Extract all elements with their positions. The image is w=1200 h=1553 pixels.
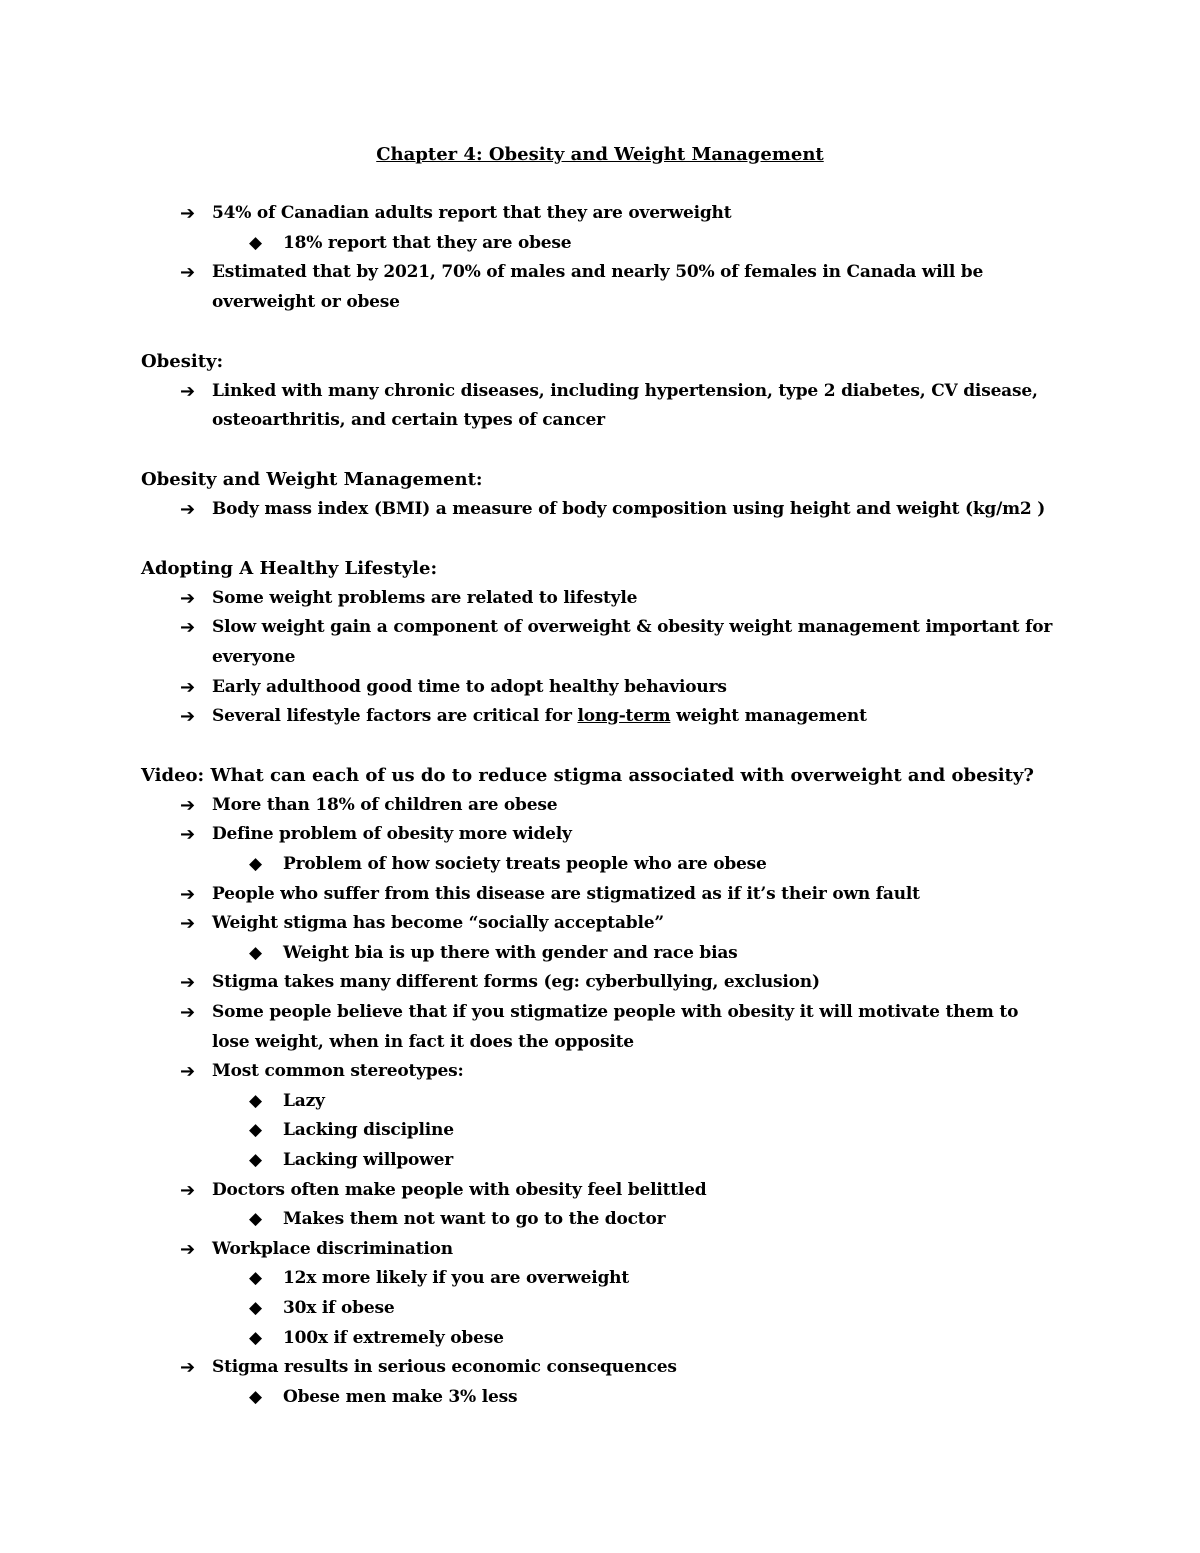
list-item [141, 673, 1061, 703]
sub-list-item [141, 1205, 1061, 1235]
list-item [141, 1353, 1061, 1383]
list-item [141, 820, 1061, 850]
arrow-bullet-icon: ➔ [180, 262, 195, 284]
document-body [141, 199, 1061, 1412]
arrow-bullet-icon: ➔ [180, 617, 195, 639]
list-item-text: 54% of Canadian adults report that they are overweight [212, 203, 732, 223]
video-list [141, 791, 1061, 1412]
list-item [141, 613, 1061, 672]
list-item [141, 1235, 1061, 1265]
list-item [141, 584, 1061, 614]
diamond-bullet-icon: ◆ [249, 854, 262, 875]
list-item-text-part: Several lifestyle factors are critical for [212, 706, 578, 727]
list-item-text: Lacking discipline [283, 1120, 454, 1141]
list-item [141, 909, 1061, 939]
list-item-text: Some weight problems are related to lifestyle [212, 587, 638, 608]
sub-list-item [141, 1116, 1061, 1146]
list-item [141, 998, 1061, 1057]
list-item-text: Estimated that by 2021, 70% of males and nearly 50% of females in Canada will be overweight or obese [212, 262, 984, 312]
diamond-bullet-icon: ◆ [249, 232, 262, 253]
diamond-bullet-icon: ◆ [249, 1209, 262, 1230]
section-heading-video: Video: What can each of us do to reduce stigma associated with overweight and obesity? [141, 765, 1034, 787]
section-spacer [141, 317, 1061, 347]
list-item [141, 791, 1061, 821]
arrow-bullet-icon: ➔ [180, 706, 195, 728]
list-item-text: Weight bia is up there with gender and race bias [283, 942, 738, 963]
list-item-text: Define problem of obesity more widely [212, 824, 572, 845]
list-item-text [212, 706, 867, 726]
arrow-bullet-icon: ➔ [180, 676, 195, 698]
list-item-text: People who suffer from this disease are stigmatized as if it’s their own fault [212, 883, 920, 904]
list-item-text: Some people believe that if you stigmatize people with obesity it will motivate them to lose weight, when in fact it does the opposite [212, 1002, 1019, 1052]
list-item [141, 1057, 1061, 1087]
list-item-text: Body mass index (BMI) a measure of body composition using height and weight (kg/m2 ) [212, 498, 1046, 519]
list-item [141, 258, 1061, 317]
list-item-text: 100x if extremely obese [283, 1327, 504, 1348]
diamond-bullet-icon: ◆ [249, 1297, 262, 1318]
list-item [141, 968, 1061, 998]
arrow-bullet-icon: ➔ [180, 794, 195, 816]
list-item-text: Linked with many chronic diseases, including hypertension, type 2 diabetes, CV disease, osteoarthritis, and certain types of cancer [212, 380, 1038, 431]
sub-list-item [141, 1264, 1061, 1294]
sub-list-item [141, 229, 1061, 259]
section-spacer [141, 525, 1061, 555]
diamond-bullet-icon: ◆ [249, 1150, 262, 1170]
sub-list-item [141, 1146, 1061, 1176]
list-item-text: Slow weight gain a component of overweight & obesity weight management important for everyone [212, 617, 1053, 667]
list-item-text-part: weight management [670, 706, 867, 727]
sub-list-item [141, 1324, 1061, 1354]
list-item-text: Makes them not want to go to the doctor [283, 1209, 666, 1230]
list-item-text: More than 18% of children are obese [212, 794, 558, 815]
list-item [141, 199, 1061, 229]
arrow-bullet-icon: ➔ [180, 203, 195, 224]
arrow-bullet-icon: ➔ [180, 1061, 195, 1083]
diamond-bullet-icon: ◆ [249, 1090, 262, 1111]
list-item-text: Most common stereotypes: [212, 1061, 464, 1082]
sub-list-item [141, 1383, 1061, 1413]
sub-list-item [141, 1294, 1061, 1324]
diamond-bullet-icon: ◆ [249, 1268, 262, 1289]
list-item-text: Weight stigma has become “socially acceptable” [212, 913, 664, 934]
list-item [141, 880, 1061, 910]
arrow-bullet-icon: ➔ [180, 1238, 195, 1260]
diamond-bullet-icon: ◆ [249, 942, 262, 963]
diamond-bullet-icon: ◆ [249, 1120, 262, 1141]
arrow-bullet-icon: ➔ [180, 1002, 195, 1024]
section-heading-lifestyle: Adopting A Healthy Lifestyle: [141, 558, 438, 580]
section-spacer [141, 732, 1061, 762]
list-item [141, 495, 1061, 525]
arrow-bullet-icon: ➔ [180, 1179, 195, 1201]
sub-list-item [141, 850, 1061, 880]
arrow-bullet-icon: ➔ [180, 824, 195, 846]
arrow-bullet-icon: ➔ [180, 883, 195, 905]
list-item-text: 18% report that they are obese [283, 232, 572, 253]
arrow-bullet-icon: ➔ [180, 587, 195, 609]
arrow-bullet-icon: ➔ [180, 972, 195, 994]
weight-management-list [141, 495, 1061, 525]
list-item-text: Lacking willpower [283, 1150, 453, 1170]
section-spacer [141, 436, 1061, 466]
intro-list [141, 199, 1061, 317]
underlined-term: long-term [577, 706, 671, 727]
arrow-bullet-icon: ➔ [180, 1357, 195, 1379]
list-item [141, 377, 1061, 436]
list-item-text: Doctors often make people with obesity feel belittled [212, 1179, 707, 1200]
list-item-text: Early adulthood good time to adopt healthy behaviours [212, 676, 727, 697]
list-item [141, 702, 1061, 732]
list-item-text: Obese men make 3% less [283, 1386, 518, 1407]
list-item-text: Workplace discrimination [212, 1238, 453, 1259]
arrow-bullet-icon: ➔ [180, 498, 195, 520]
list-item-text: Problem of how society treats people who are obese [283, 854, 767, 875]
obesity-list [141, 377, 1061, 436]
diamond-bullet-icon: ◆ [249, 1386, 262, 1407]
lifestyle-list [141, 584, 1061, 732]
page-title: Chapter 4: Obesity and Weight Management [376, 144, 824, 165]
list-item-text: 30x if obese [283, 1297, 395, 1318]
sub-list-item [141, 939, 1061, 969]
section-heading-obesity: Obesity: [141, 350, 224, 372]
list-item [141, 1176, 1061, 1206]
diamond-bullet-icon: ◆ [249, 1327, 262, 1348]
list-item-text: Stigma results in serious economic consequences [212, 1357, 677, 1378]
list-item-text: 12x more likely if you are overweight [283, 1268, 629, 1289]
arrow-bullet-icon: ➔ [180, 913, 195, 935]
sub-list-item [141, 1087, 1061, 1117]
section-heading-weight-management: Obesity and Weight Management: [141, 469, 483, 491]
arrow-bullet-icon: ➔ [180, 380, 195, 402]
list-item-text: Stigma takes many different forms (eg: cyberbullying, exclusion) [212, 972, 820, 993]
list-item-text: Lazy [283, 1090, 325, 1111]
